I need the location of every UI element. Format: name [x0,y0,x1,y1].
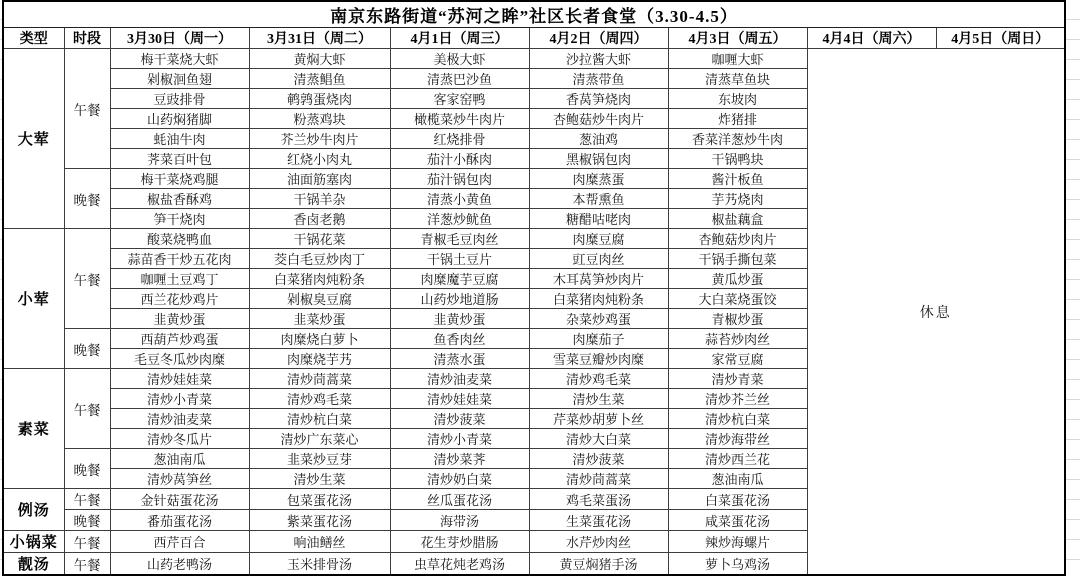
dish-cell: 萝卜乌鸡汤 [668,553,807,576]
dish-cell: 酱汁板鱼 [668,169,807,189]
dish-cell: 山药老鸭汤 [110,553,249,576]
column-header-day: 3月31日（周二） [249,28,390,49]
dish-cell: 黄瓜炒蛋 [668,269,807,289]
dish-cell: 剁椒洄鱼翅 [110,69,249,89]
dish-cell: 清炒菜荠 [390,449,529,469]
dish-cell: 杏鲍菇炒肉片 [668,229,807,249]
dish-cell: 清炒西兰花 [668,449,807,469]
dish-cell: 椒盐香酥鸡 [110,189,249,209]
dish-cell: 西葫芦炒鸡蛋 [110,329,249,349]
dish-cell: 东坡肉 [668,89,807,109]
dish-cell: 橄榄菜炒牛肉片 [390,109,529,129]
dish-cell: 韭黄炒蛋 [390,309,529,329]
dish-cell: 梅干菜烧大虾 [110,49,249,69]
dish-cell: 糖醋咕咾肉 [529,209,668,229]
dish-cell: 丝瓜蛋花汤 [390,489,529,510]
dish-cell: 鱼香肉丝 [390,329,529,349]
dish-cell: 清炒娃娃菜 [390,389,529,409]
dish-cell: 毛豆冬瓜炒肉糜 [110,349,249,369]
dish-cell: 虫草花炖老鸡汤 [390,553,529,576]
dish-cell: 山药炒地道肠 [390,289,529,309]
dish-cell: 清炒冬瓜片 [110,429,249,449]
dish-cell: 鸡毛菜蛋汤 [529,489,668,510]
dish-cell: 青椒毛豆肉丝 [390,229,529,249]
dish-cell: 清炒杭白菜 [249,409,390,429]
dish-cell: 粉蒸鸡块 [249,109,390,129]
dish-cell: 清炒广东菜心 [249,429,390,449]
dish-cell: 咖喱大虾 [668,49,807,69]
dish-cell: 清炒小青菜 [390,429,529,449]
dish-cell: 清蒸水蛋 [390,349,529,369]
dish-cell: 雪菜豆瓣炒肉糜 [529,349,668,369]
dish-cell: 清炒莴笋丝 [110,469,249,489]
dish-cell: 白菜蛋花汤 [668,489,807,510]
dish-cell: 干锅羊杂 [249,189,390,209]
dish-cell: 葱油南瓜 [110,449,249,469]
dish-cell: 大白菜烧蛋饺 [668,289,807,309]
meal-label: 午餐 [64,553,110,576]
dish-cell: 包菜蛋花汤 [249,489,390,510]
dish-cell: 芋艿烧肉 [668,189,807,209]
dish-cell: 蒜苗香干炒五花肉 [110,249,249,269]
dish-cell: 番茄蛋花汤 [110,510,249,531]
meal-label: 午餐 [64,229,110,329]
dish-cell: 黄豆焖猪手汤 [529,553,668,576]
dish-cell: 韭菜炒蛋 [249,309,390,329]
column-header-day: 4月1日（周三） [390,28,529,49]
dish-cell: 肉糜烧白萝卜 [249,329,390,349]
dish-cell: 葱油南瓜 [668,469,807,489]
dish-cell: 红烧小肉丸 [249,149,390,169]
column-header-day: 4月5日（周日） [936,28,1065,49]
dish-cell: 干锅花菜 [249,229,390,249]
dish-cell: 黑椒锅包肉 [529,149,668,169]
dish-cell: 水芹炒肉丝 [529,531,668,553]
dish-cell: 清炒油麦菜 [390,369,529,389]
dish-cell: 白菜猪肉炖粉条 [529,289,668,309]
dish-cell: 芹菜炒胡萝卜丝 [529,409,668,429]
dish-cell: 豆豉排骨 [110,89,249,109]
dish-cell: 清炒娃娃菜 [110,369,249,389]
dish-cell: 干锅土豆片 [390,249,529,269]
dish-cell: 山药焖猪脚 [110,109,249,129]
dish-cell: 韭黄炒蛋 [110,309,249,329]
dish-cell: 清炒青菜 [668,369,807,389]
dish-cell: 香菜洋葱炒牛肉 [668,129,807,149]
dish-cell: 酸菜烧鸭血 [110,229,249,249]
column-header-day: 4月2日（周四） [529,28,668,49]
dish-cell: 清炒小青菜 [110,389,249,409]
menu-table [2,0,1066,576]
column-header-type: 类型 [3,28,64,49]
dish-cell: 炸猪排 [668,109,807,129]
dish-cell: 清蒸带鱼 [529,69,668,89]
dish-cell: 咖喱土豆鸡丁 [110,269,249,289]
dish-cell: 茄汁锅包肉 [390,169,529,189]
dish-cell: 肉糜蒸蛋 [529,169,668,189]
section-label-5: 靓汤 [3,553,64,576]
dish-cell: 笋干烧肉 [110,209,249,229]
dish-cell: 客家窑鸭 [390,89,529,109]
meal-label: 晚餐 [64,169,110,229]
column-header-time: 时段 [64,28,110,49]
dish-cell: 清炒菠菜 [390,409,529,429]
dish-cell: 香卤老鹅 [249,209,390,229]
meal-label: 晚餐 [64,449,110,489]
dish-cell: 响油鳝丝 [249,531,390,553]
dish-cell: 本帮熏鱼 [529,189,668,209]
section-label-1: 小荤 [3,229,64,369]
dish-cell: 梅干菜烧鸡腿 [110,169,249,189]
dish-cell: 椒盐藕盒 [668,209,807,229]
dish-cell: 韭菜炒豆芽 [249,449,390,469]
dish-cell: 荠菜百叶包 [110,149,249,169]
dish-cell: 清蒸草鱼块 [668,69,807,89]
section-label-3: 例汤 [3,489,64,531]
dish-cell: 清炒茼蒿菜 [529,469,668,489]
section-label-0: 大荤 [3,49,64,229]
dish-cell: 海带汤 [390,510,529,531]
column-header-day: 4月4日（周六） [807,28,936,49]
meal-label: 晚餐 [64,510,110,531]
dish-cell: 家常豆腐 [668,349,807,369]
dish-cell: 香莴笋烧肉 [529,89,668,109]
dish-cell: 清蒸鲳鱼 [249,69,390,89]
dish-cell: 剁椒臭豆腐 [249,289,390,309]
dish-cell: 干锅手撕包菜 [668,249,807,269]
dish-cell: 葱油鸡 [529,129,668,149]
dish-cell: 清炒生菜 [529,389,668,409]
dish-cell: 花生芽炒腊肠 [390,531,529,553]
meal-label: 午餐 [64,49,110,169]
dish-cell: 茭白毛豆炒肉丁 [249,249,390,269]
column-header-day: 3月30日（周一） [110,28,249,49]
dish-cell: 辣炒海螺片 [668,531,807,553]
dish-cell: 干锅鸭块 [668,149,807,169]
dish-cell: 清炒生菜 [249,469,390,489]
dish-cell: 清炒海带丝 [668,429,807,449]
dish-cell: 紫菜蛋花汤 [249,510,390,531]
dish-cell: 油面筋塞肉 [249,169,390,189]
dish-cell: 生菜蛋花汤 [529,510,668,531]
dish-cell: 洋葱炒鱿鱼 [390,209,529,229]
meal-label: 晚餐 [64,329,110,369]
dish-cell: 美极大虾 [390,49,529,69]
dish-cell: 清炒奶白菜 [390,469,529,489]
dish-cell: 肉糜茄子 [529,329,668,349]
section-label-2: 素菜 [3,369,64,489]
dish-cell: 沙拉酱大虾 [529,49,668,69]
dish-cell: 茄汁小酥肉 [390,149,529,169]
dish-cell: 杂菜炒鸡蛋 [529,309,668,329]
dish-cell: 红烧排骨 [390,129,529,149]
dish-cell: 清炒鸡毛菜 [529,369,668,389]
dish-cell: 玉米排骨汤 [249,553,390,576]
dish-cell: 蚝油牛肉 [110,129,249,149]
dish-cell: 肉糜魔芋豆腐 [390,269,529,289]
dish-cell: 西芹百合 [110,531,249,553]
dish-cell: 清炒杭白菜 [668,409,807,429]
dish-cell: 杏鲍菇炒牛肉片 [529,109,668,129]
dish-cell: 清蒸小黄鱼 [390,189,529,209]
dish-cell: 芥兰炒牛肉片 [249,129,390,149]
meal-label: 午餐 [64,489,110,510]
dish-cell: 白菜猪肉炖粉条 [249,269,390,289]
dish-cell: 清炒茼蒿菜 [249,369,390,389]
column-header-day: 4月3日（周五） [668,28,807,49]
dish-cell: 清炒菠菜 [529,449,668,469]
dish-cell: 金针菇蛋花汤 [110,489,249,510]
dish-cell: 清炒芥兰丝 [668,389,807,409]
dish-cell: 黄焖大虾 [249,49,390,69]
dish-cell: 清炒大白菜 [529,429,668,449]
weekend-rest-cell: 休息 [807,49,1065,576]
dish-cell: 咸菜蛋花汤 [668,510,807,531]
dish-cell: 蒜苔炒肉丝 [668,329,807,349]
meal-label: 午餐 [64,531,110,553]
dish-cell: 清蒸巴沙鱼 [390,69,529,89]
dish-cell: 肉糜豆腐 [529,229,668,249]
dish-cell: 鹌鹑蛋烧肉 [249,89,390,109]
dish-cell: 清炒油麦菜 [110,409,249,429]
dish-cell: 肉糜烧芋艿 [249,349,390,369]
dish-cell: 木耳莴笋炒肉片 [529,269,668,289]
meal-label: 午餐 [64,369,110,449]
sheet-gridlines-right [1065,0,1080,566]
dish-cell: 青椒炒蛋 [668,309,807,329]
page-title: 南京东路街道“苏河之眸”社区长者食堂（3.30-4.5） [3,1,1065,28]
dish-cell: 清炒鸡毛菜 [249,389,390,409]
section-label-4: 小锅菜 [3,531,64,553]
dish-cell: 豇豆肉丝 [529,249,668,269]
dish-cell: 西兰花炒鸡片 [110,289,249,309]
